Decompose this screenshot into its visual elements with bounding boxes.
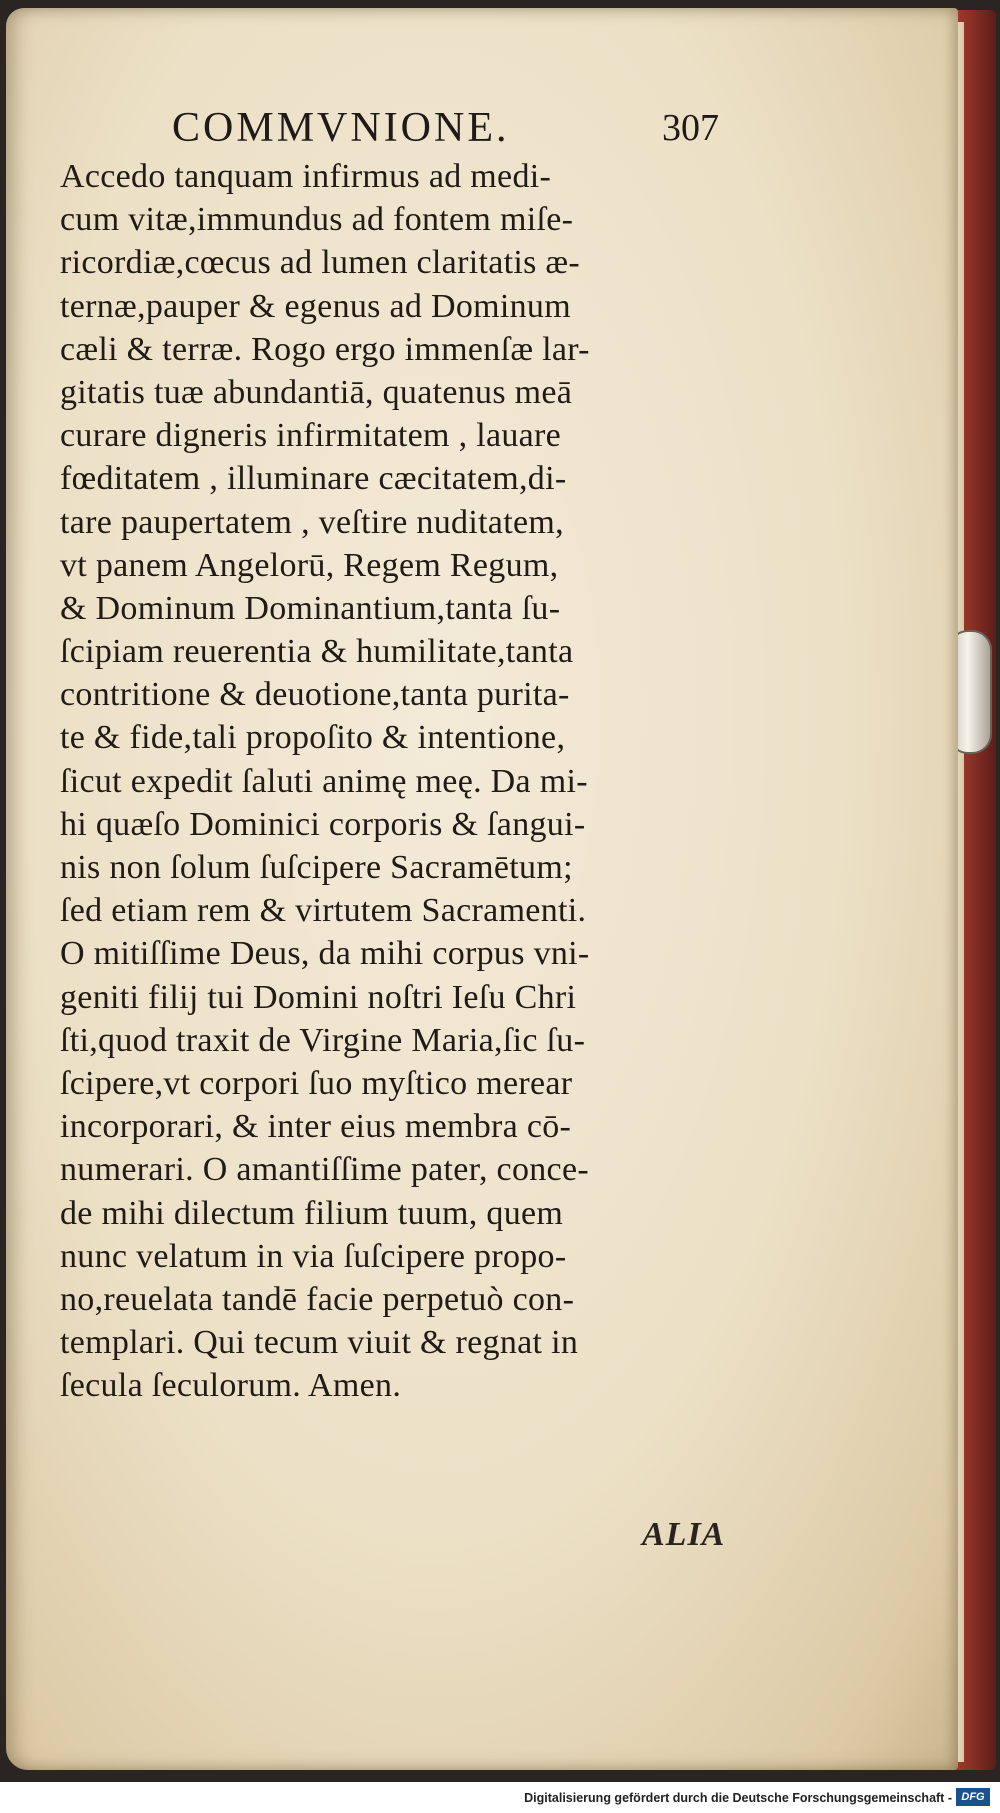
text-line: fœditatem , illuminare cæcitatem,di- — [60, 460, 567, 498]
text-line: geniti filij tui Domini noſtri Ieſu Chri — [60, 978, 577, 1016]
text-line: O mitiſſime Deus, da mihi corpus vni- — [60, 935, 590, 973]
text-line: nis non ſolum ſuſcipere Sacramētum; — [60, 849, 573, 886]
text-line: de mihi dilectum filium tuum, quem — [60, 1194, 564, 1232]
text-line: Accedo tanquam infirmus ad medi- — [60, 158, 552, 195]
text-line: contritione & deuotione,tanta purita- — [60, 676, 570, 714]
text-line: vt panem Angelorū, Regem Regum, — [60, 546, 559, 584]
text-line: & Dominum Dominantium,tanta ſu- — [60, 589, 561, 627]
book-page — [6, 8, 958, 1770]
text-line: cæli & terræ. Rogo ergo immenſæ lar- — [60, 330, 590, 368]
text-line: ricordiæ,cœcus ad lumen claritatis æ- — [60, 244, 581, 282]
running-head: COMMVNIONE. — [172, 105, 510, 151]
text-line: ſed etiam rem & virtutem Sacramenti. — [60, 892, 587, 930]
text-block — [60, 155, 760, 1407]
page-header — [6, 104, 958, 154]
text-line: ſcipere,vt corpori ſuo myſtico merear — [60, 1064, 573, 1102]
text-line: ternæ,pauper & egenus ad Dominum — [60, 287, 571, 325]
text-line: hi quæſo Dominici corporis & ſangui- — [60, 805, 586, 843]
text-line: gitatis tuæ abundantiā, quatenus meā — [60, 373, 573, 411]
footer-bar — [0, 1782, 1000, 1813]
text-line: ſicut expedit ſaluti animę meę. Da mi- — [60, 762, 588, 800]
text-line: te & fide,tali propoſito & intentione, — [60, 719, 566, 757]
text-line: ſti,quod traxit de Virgine Maria,ſic ſu- — [60, 1021, 586, 1059]
page-number: 307 — [662, 107, 719, 149]
text-line: tare paupertatem , veſtire nuditatem, — [60, 503, 564, 541]
text-line: no,reuelata tandē facie perpetuò con- — [60, 1280, 575, 1318]
text-line: numerari. O amantiſſime pater, conce- — [60, 1151, 589, 1189]
text-line: nunc velatum in via ſuſcipere propo- — [60, 1237, 567, 1275]
text-line: curare digneris infirmitatem , lauare — [60, 417, 562, 455]
text-line: ſecula ſeculorum. Amen. — [60, 1367, 402, 1405]
text-line: ſcipiam reuerentia & humilitate,tanta — [60, 633, 574, 671]
text-line: templari. Qui tecum viuit & regnat in — [60, 1324, 579, 1362]
text-line: incorporari, & inter eius membra cō- — [60, 1108, 572, 1146]
catchword: ALIA — [642, 1516, 726, 1553]
dfg-logo-icon: DFG — [956, 1788, 990, 1806]
digitization-credit: Digitalisierung gefördert durch die Deutsche Forschungsgemeinschaft - — [524, 1791, 952, 1805]
text-line: cum vitæ,immundus ad fontem miſe- — [60, 201, 574, 239]
